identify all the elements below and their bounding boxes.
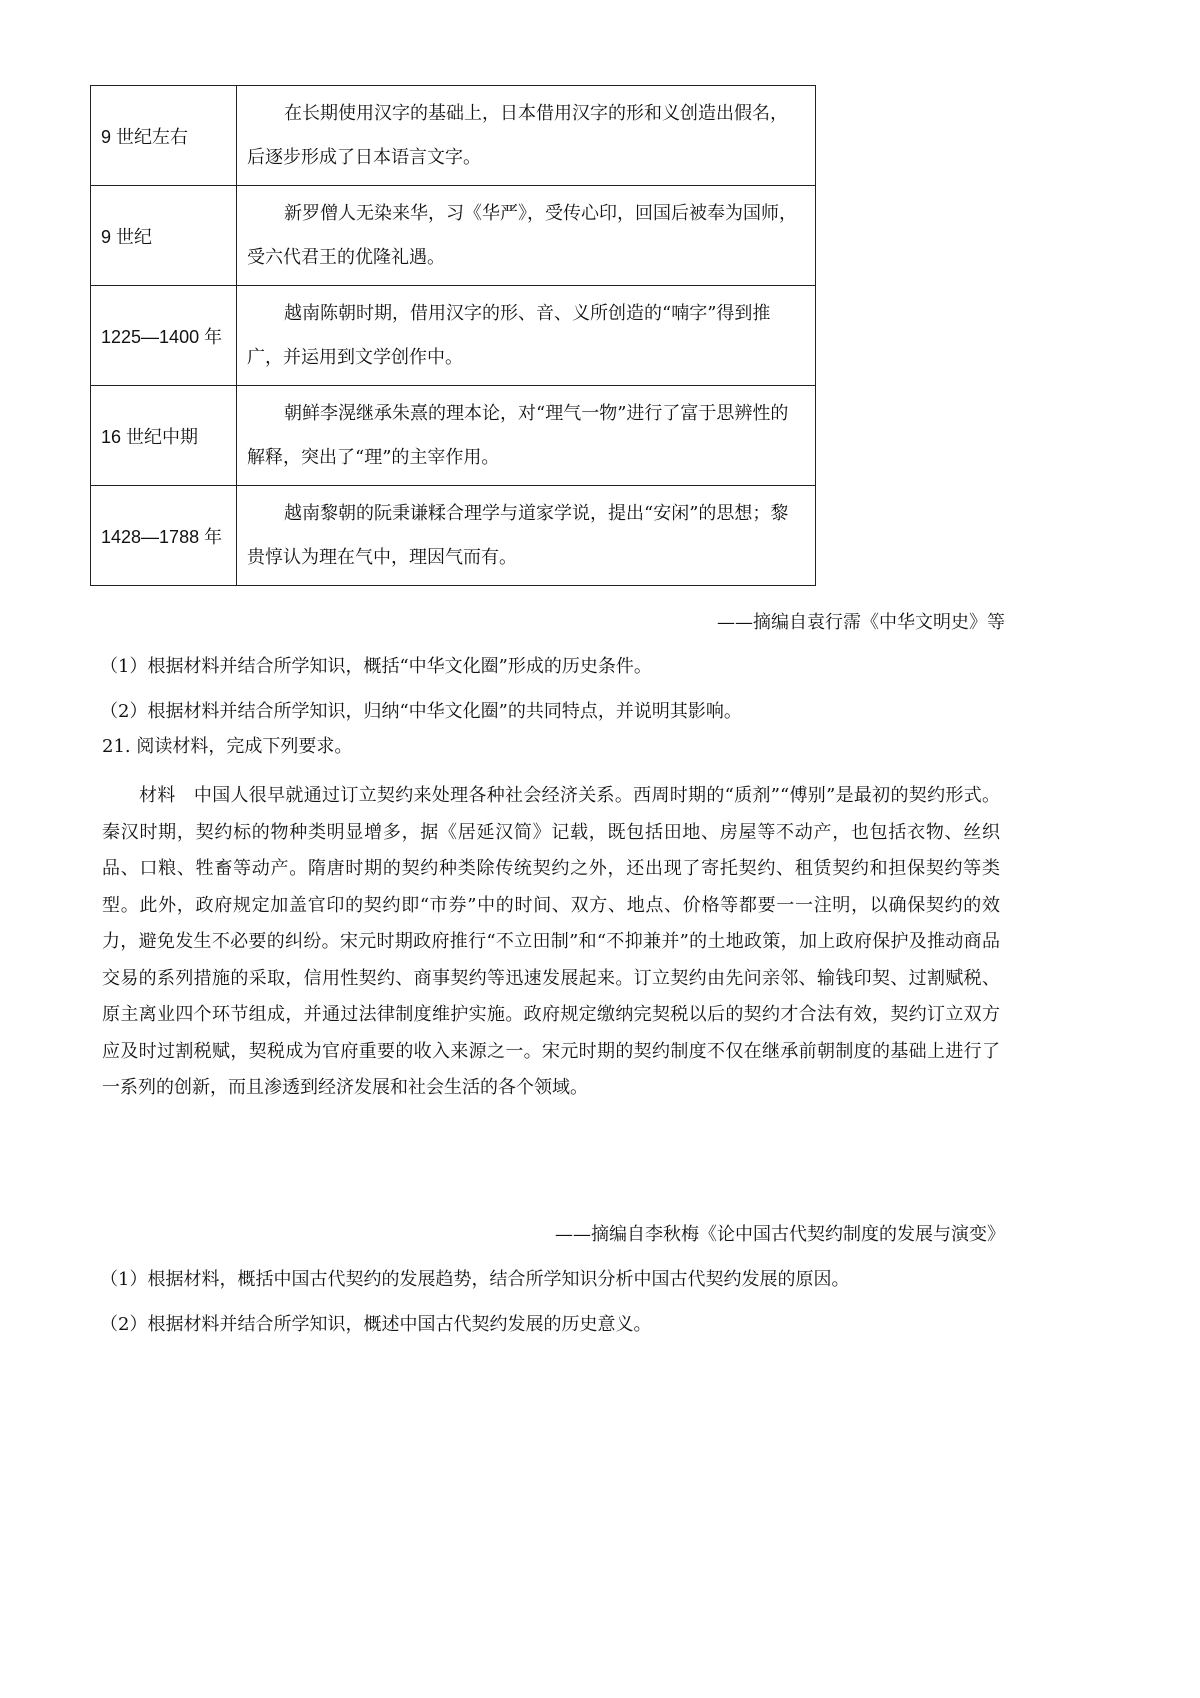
material-source: ——摘编自李秋梅《论中国古代契约制度的发展与演变》	[555, 1224, 1005, 1245]
table-row	[91, 286, 816, 386]
event-cell: 新罗僧人无染来华，习《华严》，受传心印，回国后被奉为国师，受六代君王的优隆礼遇。	[237, 186, 816, 286]
table-row	[91, 386, 816, 486]
q20-question-2: （2）根据材料并结合所学知识，归纳“中华文化圈”的共同特点，并说明其影响。	[100, 701, 742, 722]
q21-question-2: （2）根据材料并结合所学知识，概述中国古代契约发展的历史意义。	[100, 1314, 652, 1335]
event-cell: 越南黎朝的阮秉谦糅合理学与道家学说，提出“安闲”的思想；黎贵惇认为理在气中，理因气而有。	[237, 486, 816, 586]
history-table	[90, 85, 816, 586]
q20-question-1: （1）根据材料并结合所学知识，概括“中华文化圈”形成的历史条件。	[100, 656, 652, 677]
q21-title: 21. 阅读材料，完成下列要求。	[102, 736, 353, 757]
q21-material: 材料 中国人很早就通过订立契约来处理各种社会经济关系。西周时期的“质剂”“傅别”是最初的契约形式。秦汉时期，契约标的物种类明显增多，据《居延汉简》记载，既包括田地、房屋等不动产，也包括衣物、丝织品、口粮、牲畜等动产。隋唐时期的契约种类除传统契约之外，还出现了寄托契约、租赁契约和担保契约等类型。此外，政府规定加盖官印的契约即“市券”中的时间、双方、地点、价格等都要一一注明，以确保契约的效力，避免发生不必要的纠纷。宋元时期政府推行“不立田制”和“不抑兼并”的土地政策，加上政府保护及推动商品交易的系列措施的采取，信用性契约、商事契约等迅速发展起来。订立契约由先问亲邻、输钱印契、过割赋税、原主离业四个环节组成，并通过法律制度维护实施。政府规定缴纳完契税以后的契约才合法有效，契约订立双方应及时过割税赋，契税成为官府重要的收入来源之一。宋元时期的契约制度不仅在继承前朝制度的基础上进行了一系列的创新，而且渗透到经济发展和社会生活的各个领域。	[102, 785, 1000, 1098]
table-row	[91, 86, 816, 186]
table-row	[91, 486, 816, 586]
event-cell: 越南陈朝时期，借用汉字的形、音、义所创造的“喃字”得到推广，并运用到文学创作中。	[237, 286, 816, 386]
event-cell: 朝鲜李滉继承朱熹的理本论，对“理气一物”进行了富于思辨性的解释，突出了“理”的主宰作用。	[237, 386, 816, 486]
table-source: ——摘编自袁行霈《中华文明史》等	[717, 612, 1005, 633]
q21-question-1: （1）根据材料，概括中国古代契约的发展趋势，结合所学知识分析中国古代契约发展的原因。	[100, 1269, 850, 1290]
period-cell: 1428—1788 年	[91, 486, 237, 586]
period-cell: 9 世纪	[91, 186, 237, 286]
table-row	[91, 186, 816, 286]
period-cell: 9 世纪左右	[91, 86, 237, 186]
period-cell: 1225—1400 年	[91, 286, 237, 386]
period-cell: 16 世纪中期	[91, 386, 237, 486]
event-cell: 在长期使用汉字的基础上，日本借用汉字的形和义创造出假名，后逐步形成了日本语言文字。	[237, 86, 816, 186]
